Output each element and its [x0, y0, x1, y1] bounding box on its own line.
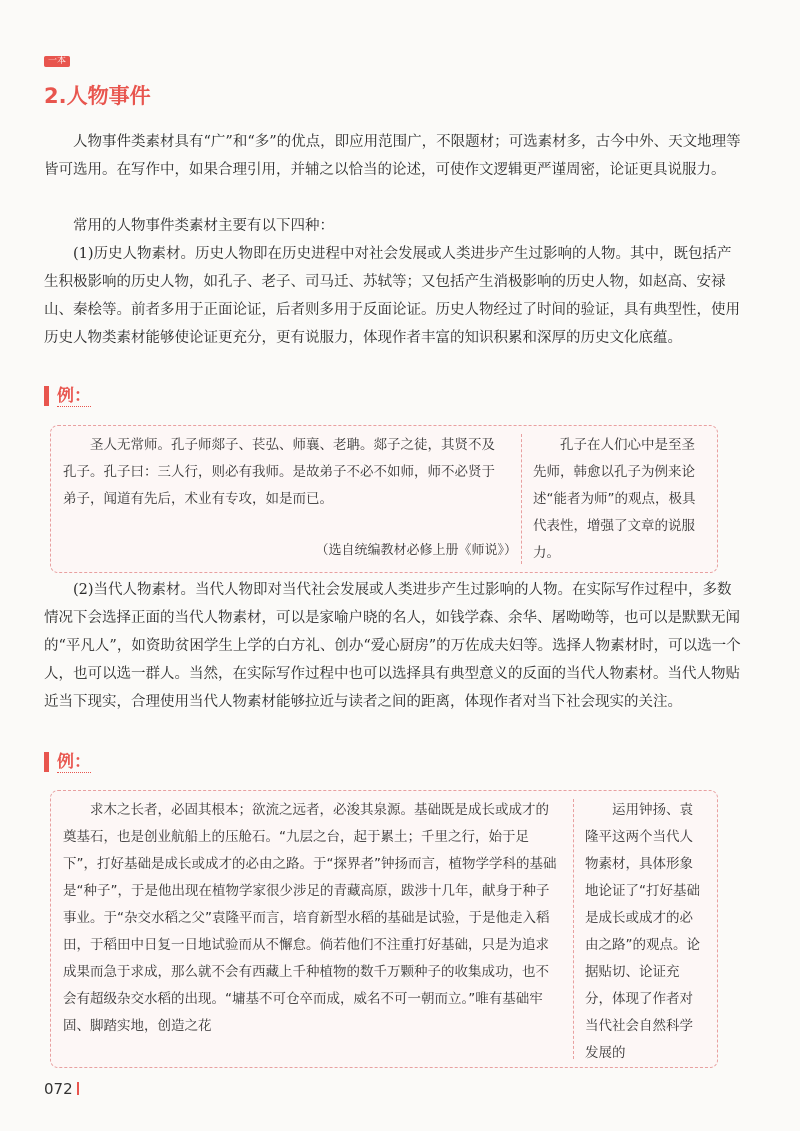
- page-number: 072: [44, 1080, 73, 1098]
- example-divider-2: [573, 799, 574, 1059]
- section-title: 2.人物事件: [44, 84, 151, 108]
- example-comment-2: 运用钟扬、袁隆平这两个当代人物素材，具体形象地论证了“打好基础是成长或成才的必由之路”的观点。论据贴切、论证充分，体现了作者对当代社会自然科学发展的: [585, 802, 700, 1061]
- list-lead-paragraph: 常用的人物事件类素材主要有以下四种：: [73, 218, 334, 234]
- example-divider-1: [521, 434, 522, 564]
- example-quote-2: 求木之长者，必固其根本；欲流之远者，必浚其泉源。基础既是成长或成才的奠基石，也是创业航船上的压舱石。“九层之台，起于累土；千里之行，始于足下”，打好基础是成长或成才的必由之路。于“探界者”钟扬而言，植物学学科的基础是“种子”，于是他出现在植物学家很少涉足的青藏高原，跋涉十几年，献身于种子事业。于“杂交水稻之父”袁隆平而言，培育新型水稻的基础是试验，于是他走入稻田，于稻田中日复一日地试验而从不懈怠。倘若他们不注重打好基础，只是为追求成果而急于求成，那么就不会有西藏上千种植物的数千万颗种子的收集成功，也不会有超级杂交水稻的出现。“墉基不可仓卒而成，威名不可一朝而立。”唯有基础牢固、脚踏实地，创造之花: [63, 802, 557, 1034]
- example-comment-1: 孔子在人们心中是至圣先师，韩愈以孔子为例来论述“能者为师”的观点，极具代表性，增强了文章的说服力。: [533, 437, 696, 561]
- example-box-2: [50, 790, 718, 1068]
- example-label-1: 例：: [44, 386, 91, 406]
- intro-paragraph: 人物事件类素材具有“广”和“多”的优点，即应用范围广，不限题材；可选素材多，古今中外、天文地理等皆可选用。在写作中，如果合理引用，并辅之以恰当的论述，可使作文逻辑更严谨周密，论证更具说服力。: [44, 134, 741, 178]
- example-label-2: 例：: [44, 752, 91, 772]
- section-tag: 一本: [44, 56, 70, 67]
- example-box-1: [50, 425, 718, 573]
- example-quote-1: 圣人无常师。孔子师郯子、苌弘、师襄、老聃。郯子之徒，其贤不及孔子。孔子曰：三人行，则必有我师。是故弟子不必不如师，师不必贤于弟子，闻道有先后，术业有专攻，如是而已。: [63, 437, 495, 507]
- historical-figures-paragraph: (1)历史人物素材。历史人物即在历史进程中对社会发展或人类进步产生过影响的人物。其中，既包括产生积极影响的历史人物，如孔子、老子、司马迁、苏轼等；又包括产生消极影响的历史人物，如赵高、安禄山、秦桧等。前者多用于正面论证，后者则多用于反面论证。历史人物经过了时间的验证，具有典型性，使用历史人物类素材能够使论证更充分，更有说服力，体现作者丰富的知识积累和深厚的历史文化底蕴。: [44, 246, 740, 346]
- page-number-bar: [77, 1082, 79, 1095]
- example-source-1: （选自统编教材必修上册《师说》）: [315, 543, 517, 558]
- contemporary-figures-paragraph: (2)当代人物素材。当代人物即对当代社会发展或人类进步产生过影响的人物。在实际写作过程中，多数情况下会选择正面的当代人物素材，可以是家喻户晓的名人，如钱学森、余华、屠呦呦等，也可以是默默无闻的“平凡人”，如资助贫困学生上学的白方礼、创办“爱心厨房”的万佐成夫妇等。选择人物素材时，可以选一个人，也可以选一群人。当然，在实际写作过程中也可以选择具有典型意义的反面的当代人物素材。当代人物贴近当下现实，合理使用当代人物素材能够拉近与读者之间的距离，体现作者对当下社会现实的关注。: [44, 582, 741, 710]
- page-footer: [44, 1080, 79, 1098]
